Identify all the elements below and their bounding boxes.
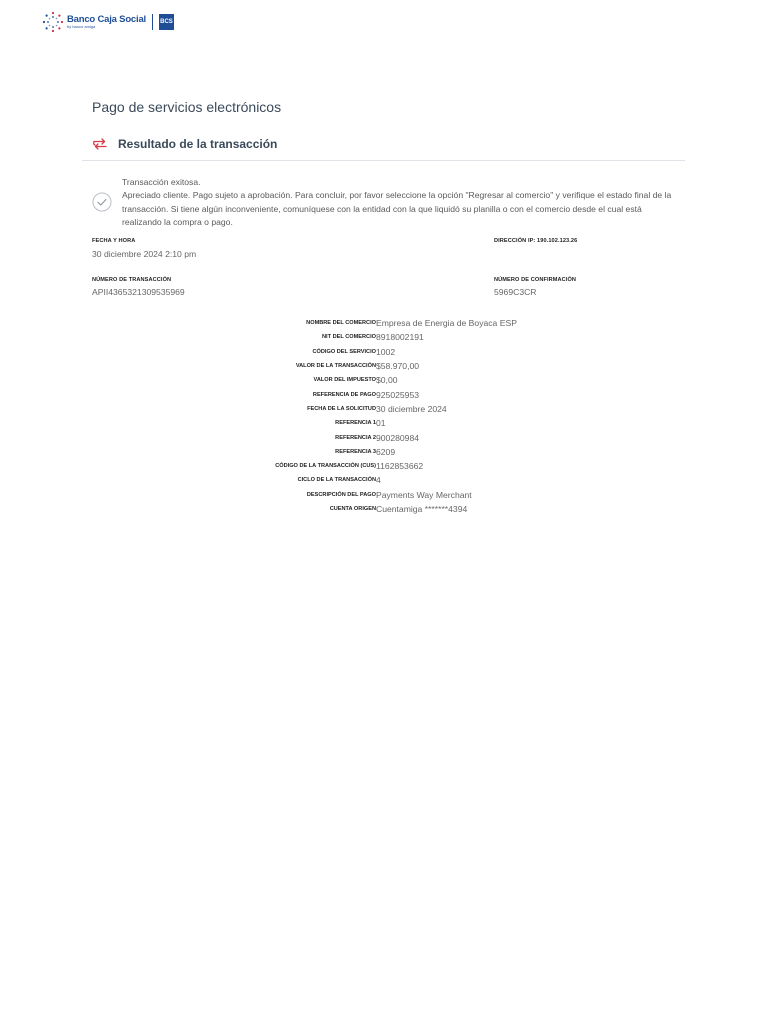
detail-label: REFERENCIA 3	[335, 448, 376, 455]
table-row	[230, 373, 517, 387]
detail-label: DESCRIPCIÓN DEL PAGO	[306, 491, 376, 498]
table-row	[230, 345, 517, 359]
table-row	[230, 488, 517, 502]
detail-value: 01	[376, 418, 386, 429]
detail-value: $58.970,00	[376, 361, 420, 372]
detail-label: CÓDIGO DE LA TRANSACCIÓN (CUS)	[275, 463, 376, 470]
detail-value: $0,00	[376, 375, 398, 386]
table-row	[230, 445, 517, 459]
detail-value: 4	[376, 475, 381, 486]
bank-logo[interactable]	[42, 10, 174, 34]
detail-value: 900280984	[376, 432, 420, 443]
detail-value: 8918002191	[376, 332, 424, 343]
message-body: Apreciado cliente. Pago sujeto a aprobación. Para concluir, por favor seleccione la opción "Regresar al comercio" y verifique el estado final de la transacción. Si tiene algún inconveniente, comuníquese con la entidad con la que liquidó su planilla o con el comercio desde el cual está realizando la compra o pago.	[122, 190, 672, 228]
result-message	[122, 176, 682, 230]
detail-value: Empresa de Energia de Boyaca ESP	[376, 318, 517, 329]
section-header	[92, 136, 277, 152]
transfer-icon	[92, 136, 108, 152]
table-row	[230, 402, 517, 416]
section-title: Resultado de la transacción	[118, 137, 278, 151]
table-row	[230, 502, 517, 516]
table-row	[230, 416, 517, 430]
brand-divider	[152, 14, 153, 30]
detail-label: REFERENCIA DE PAGO	[312, 391, 376, 398]
detail-label: CUENTA ORIGEN	[329, 506, 376, 512]
transaction-number-label: NÚMERO DE TRANSACCIÓN	[92, 277, 172, 283]
table-row	[230, 359, 517, 373]
date-value: 30 diciembre 2024 2:10 pm	[92, 249, 197, 259]
logo-dots-icon	[42, 11, 64, 33]
detail-value: 925025953	[376, 389, 420, 400]
confirmation-number-label: NÚMERO DE CONFIRMACIÓN	[494, 277, 577, 283]
table-row	[230, 387, 517, 401]
date-label: FECHA Y HORA	[92, 238, 136, 244]
detail-value: Payments Way Merchant	[376, 489, 472, 500]
detail-label: CÓDIGO DEL SERVICIO	[312, 348, 376, 355]
detail-label: CICLO DE LA TRANSACCIÓN	[297, 477, 376, 484]
seal-badge: BCS	[159, 14, 174, 30]
table-row	[230, 330, 517, 344]
table-row	[230, 316, 517, 330]
success-check-icon	[92, 192, 112, 212]
detail-value: 1002	[376, 346, 396, 357]
section-divider	[82, 160, 685, 161]
ip-label: DIRECCIÓN IP: 190.102.123.26	[494, 238, 578, 244]
brand-subtitle: by banco amiga	[67, 24, 96, 30]
confirmation-number-value: 5969C3CR	[494, 287, 537, 297]
table-row	[230, 459, 517, 473]
detail-label: NOMBRE DEL COMERCIO	[306, 320, 376, 327]
detail-value: 30 diciembre 2024	[376, 403, 447, 414]
transaction-details-table	[230, 316, 517, 516]
status-text: Transacción exitosa.	[122, 177, 201, 187]
detail-label: FECHA DE LA SOLICITUD	[307, 405, 376, 412]
detail-value: Cuentamiga *******4394	[376, 504, 468, 514]
detail-value: 6209	[376, 446, 396, 457]
detail-value: 1162853662	[376, 461, 424, 472]
detail-label: REFERENCIA 2	[335, 434, 376, 441]
table-row	[230, 473, 517, 487]
detail-label: REFERENCIA 1	[335, 420, 376, 427]
detail-label: NIT DEL COMERCIO	[322, 334, 376, 341]
table-row	[230, 430, 517, 444]
detail-label: VALOR DE LA TRANSACCIÓN	[295, 363, 376, 370]
brand-name: Banco Caja Social	[67, 13, 146, 25]
detail-label: VALOR DEL IMPUESTO	[313, 377, 376, 384]
transaction-number-value: APII436532130953596‌9	[92, 287, 185, 297]
page-title: Pago de servicios electrónicos	[92, 99, 282, 115]
